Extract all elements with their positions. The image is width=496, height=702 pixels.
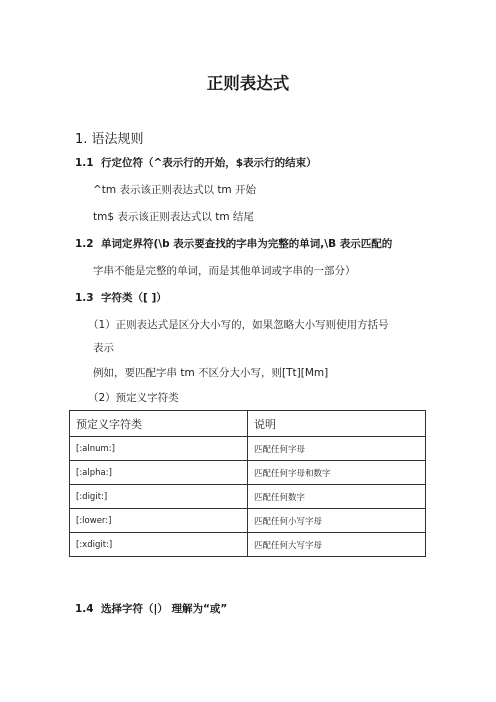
table-cell: 匹配任何大写字母: [248, 533, 426, 557]
subsection-title: 行定位符（^表示行的开始，$表示行的结束）: [101, 157, 317, 169]
body-line: （2）预定义字符类: [88, 392, 179, 404]
body-line: 例如，要匹配字串 tm 不区分大小写，则[Tt][Mm]: [93, 367, 329, 379]
subsection-title: 选择字符（|） 理解为“或”: [101, 603, 228, 615]
table-row: [70, 461, 426, 485]
subsection-1-3: [75, 290, 167, 305]
body-line: 字串不能是完整的单词，而是其他单词或字串的一部分）: [93, 265, 356, 277]
table-cell: [:xdigit:]: [70, 533, 248, 557]
body-line: ^tm 表示该正则表达式以 tm 开始: [93, 184, 257, 196]
body-line: 表示: [93, 342, 114, 354]
subsection-number: 1.2: [75, 238, 94, 250]
table-header-cell: 预定义字符类: [70, 411, 248, 437]
subsection-1-4: [75, 601, 227, 616]
table-row: [70, 509, 426, 533]
subsection-1-1: [75, 155, 317, 170]
table-cell: [:digit:]: [70, 485, 248, 509]
table-cell: [:alpha:]: [70, 461, 248, 485]
subsection-1-2: [75, 236, 392, 251]
table-row: [70, 437, 426, 461]
subsection-number: 1.3: [75, 292, 94, 304]
table-cell: [:lower:]: [70, 509, 248, 533]
subsection-title: 单词定界符(\b 表示要查找的字串为完整的单词,\B 表示匹配的: [101, 238, 393, 250]
table-cell: 匹配任何小写字母: [248, 509, 426, 533]
table-header-cell: 说明: [248, 411, 426, 437]
table-row: [70, 485, 426, 509]
subsection-number: 1.4: [75, 603, 94, 615]
body-line: （1）正则表达式是区分大小写的，如果忽略大小写则使用方括号: [88, 319, 389, 331]
predefined-char-class-table: [69, 410, 426, 557]
table-cell: 匹配任何字母: [248, 437, 426, 461]
table-header-row: [70, 411, 426, 437]
table-row: [70, 533, 426, 557]
table-cell: 匹配任何字母和数字: [248, 461, 426, 485]
section-heading-1: 1. 语法规则: [75, 132, 144, 147]
subsection-title: 字符类（[ ]）: [101, 292, 167, 304]
document-title: 正则表达式: [206, 74, 290, 93]
body-line: tm$ 表示该正则表达式以 tm 结尾: [93, 211, 254, 223]
table-cell: [:alnum:]: [70, 437, 248, 461]
subsection-number: 1.1: [75, 157, 94, 169]
table-cell: 匹配任何数字: [248, 485, 426, 509]
